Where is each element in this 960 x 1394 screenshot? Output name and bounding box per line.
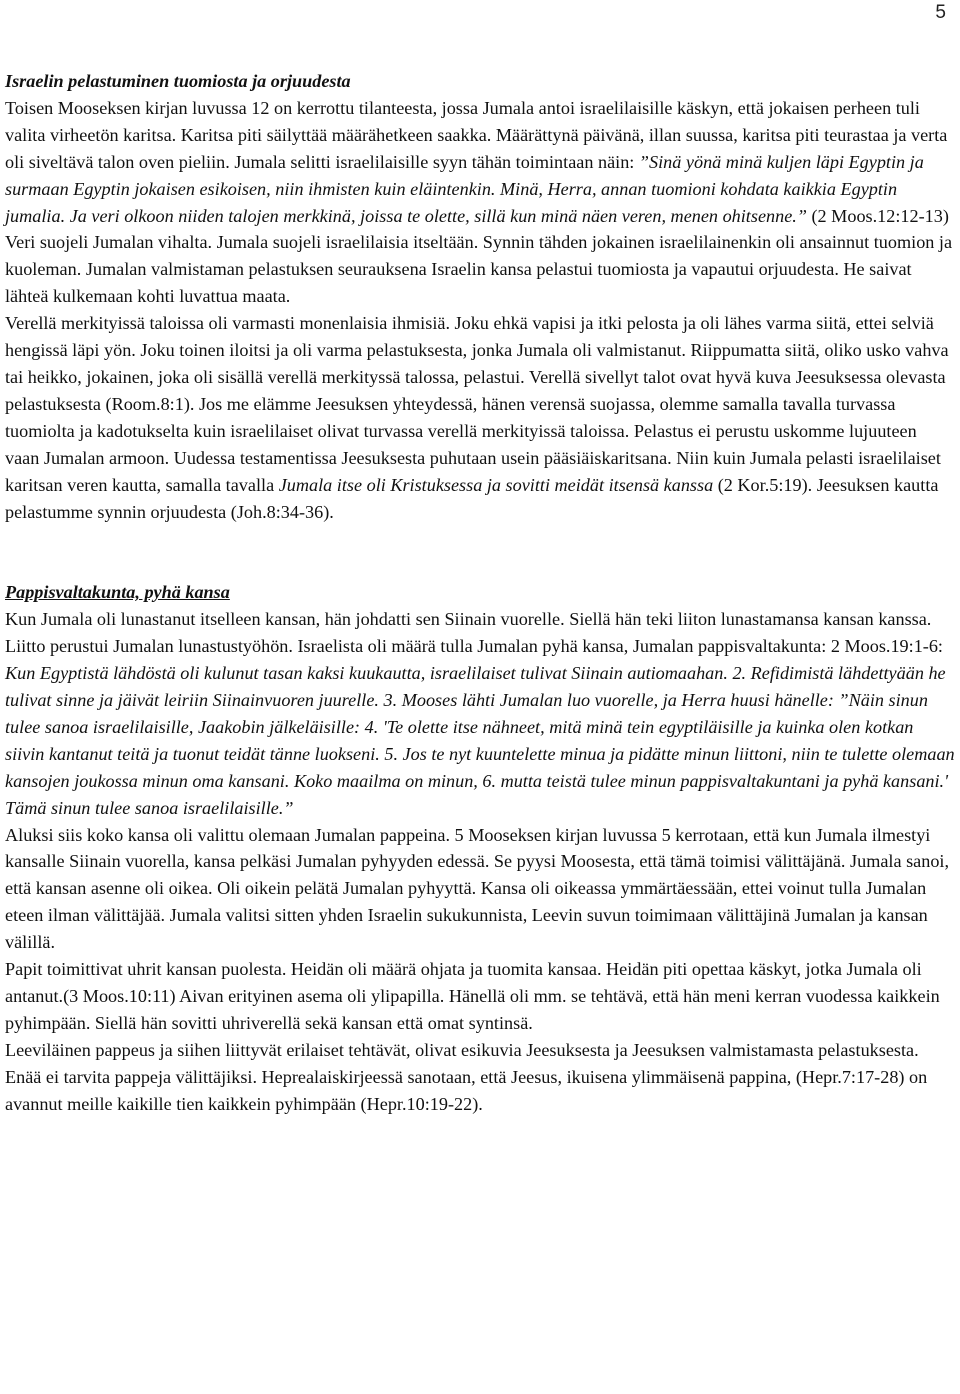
quote-run: ”Sinä yönä minä kuljen läpi Egyptin ja surmaan Egyptin jokaisen esikoisen, niin ihmisten kuin eläintenkin. Minä, Herra, annan tuomioni kohdata kaikkia Egyptin jumalia. Ja veri olkoon niiden talojen merkkinä, joissa te olette, sillä kun minä näen veren, menen ohitsenne.” — [5, 151, 924, 226]
section-spacer — [5, 525, 955, 579]
text-run: (2 Moos.12:12-13) Veri suojeli Jumalan vihalta. Jumala suojeli israelilaisia itseltään. Synnin tähden jokainen israelilainenkin oli ansainnut tuomion ja kuoleman. Jumalan valmistaman pelastuksen seurauksena Israelin kansa pelastui tuomiosta ja vapautui orjuudesta. He saivat lähteä kulkemaan kohti luvattua maata. — [5, 205, 953, 307]
page-content — [5, 68, 955, 1118]
text-run: Verellä merkityissä taloissa oli varmasti monenlaisia ihmisiä. Joku ehkä vapisi ja itki pelosta ja oli lähes varma siitä, ettei selviä hengissä läpi yön. Joku toinen iloitsi ja oli varma pelastuksesta, jonka Jumala oli valmistanut. Riippumatta siitä, oliko usko vahva tai heikko, jokainen, joka oli sisällä verellä merkityssä talossa, pelastui. Verellä sivellyt talot ovat hyvä kuva Jeesuksessa olevasta pelastuksesta (Room.8:1). Jos me elämme Jeesuksen yhteydessä, hänen verensä suojassa, olemme samalla tavalla turvassa tuomiolta ja kadotukselta kuin israelilaiset olivat turvassa verellä merkityissä taloissa. Pelastus ei perustu uskomme lujuuteen vaan Jumalan armoon. Uudessa testamentissa Jeesuksesta puhutaan usein pääsiäiskaritsana. Niin kuin Jumala pelasti israelilaiset karitsan veren kautta, samalla tavalla — [5, 313, 949, 495]
section1-paragraph-2 — [5, 310, 955, 525]
section2-paragraph-4: Leeviläinen pappeus ja siihen liittyvät erilaiset tehtävät, olivat esikuvia Jeesuksesta ja Jeesuksen valmistamasta pelastuksesta. Enää ei tarvita pappeja välittäjiksi. Heprealaiskirjeessä sanotaan, että Jeesus, ikuisena ylimmäisenä pappina, (Hepr.7:17-28) on avannut meille kaikille tien kaikkein pyhimpään (Hepr.10:19-22). — [5, 1039, 928, 1114]
page-number: 5 — [935, 2, 946, 23]
text-run: Toisen Mooseksen kirjan luvussa 12 on kerrottu tilanteesta, jossa Jumala antoi israelilaisille käskyn, että jokaisen perheen tuli valita virheetön karitsa. Karitsa piti säilyttää määrähetkeen saakka. Määrättynä päivänä, illan suussa, karitsa piti teurastaa ja verta oli siveltävä talon oven pieliin. Jumala selitti israelilaisille syyn tähän toimintaan näin: — [5, 97, 948, 172]
text-run: (2 Kor.5:19). Jeesuksen kautta pelastumme synnin orjuudesta (Joh.8:34-36). — [5, 474, 939, 522]
section2-paragraph-3: Papit toimittivat uhrit kansan puolesta. Heidän oli määrä ohjata ja tuomita kansaa. Heidän piti opettaa käskyt, jotka Jumala oli antanut.(3 Moos.10:11) Aivan erityinen asema oli ylipapilla. Hänellä oli mm. se tehtävä, että hän meni kerran vuodessa kaikkein pyhimpään. Siellä hän sovitti uhriverellä sekä kansan että omat syntinsä. — [5, 959, 940, 1033]
quote-run: Kun Egyptistä lähdöstä oli kulunut tasan kaksi kuukautta, israelilaiset tulivat Siinain autiomaahan. 2. Refidimistä lähdettyään he tulivat sinne ja jäivät leiriin Siinainvuoren juurelle. 3. Mooses lähti Jumalan luo vuorelle, ja Herra huusi hänelle: ”Näin sinun tulee sanoa israelilaisille, Jaakobin jälkeläisille: 4. 'Te olette itse nähneet, mitä minä tein egyptiläisille ja kuinka olen kotkan siivin kantanut teitä ja tuonut teidät tänne luokseni. 5. Jos te nyt kuuntelette minua ja pidätte minun liittoni, niin te tulette olemaan kansojen joukossa minun oma kansani. Koko maailma on minun, 6. mutta teistä tulee minun pappisvaltakuntani ja pyhä kansani.' Tämä sinun tulee sanoa israelilaisille.” — [5, 663, 955, 818]
quote-run: Jumala itse oli Kristuksessa ja sovitti meidät itsensä kanssa — [278, 474, 714, 495]
section2-paragraph-1 — [5, 606, 955, 821]
section2-paragraph-2: Aluksi siis koko kansa oli valittu olemaan Jumalan pappeina. 5 Mooseksen kirjan luvussa 5 kerrotaan, että kun Jumala ilmestyi kansalle Siinain vuorella, kansa pelkäsi Jumalan pyhyyden edessä. Se pyysi Moosesta, että tämä toimisi välittäjänä. Jumala sanoi, että kansan asenne oli oikea. Oli oikein pelätä Jumalan pyhyyttä. Kansa oli oikeassa ymmärtäessään, ettei voinut tulla Jumalan eteen ilman välittäjää. Jumala valitsi sitten yhden Israelin sukukunnista, Leevin suvun toimimaan välittäjinä Jumalan ja kansan välillä. — [5, 824, 950, 953]
section1-paragraph-1 — [5, 95, 955, 310]
text-run: Kun Jumala oli lunastanut itselleen kansan, hän johdatti sen Siinain vuorelle. Siellä hän teki liiton lunastamansa kansan kanssa. Liitto perustui Jumalan lunastustyöhön. Israelista oli määrä tulla Jumalan pyhä kansa, Jumalan pappisvaltakunta: 2 Moos.19:1-6: — [5, 609, 943, 657]
section-heading-2: Pappisvaltakunta, pyhä kansa — [5, 582, 230, 603]
section-heading-1: Israelin pelastuminen tuomiosta ja orjuudesta — [5, 71, 351, 91]
